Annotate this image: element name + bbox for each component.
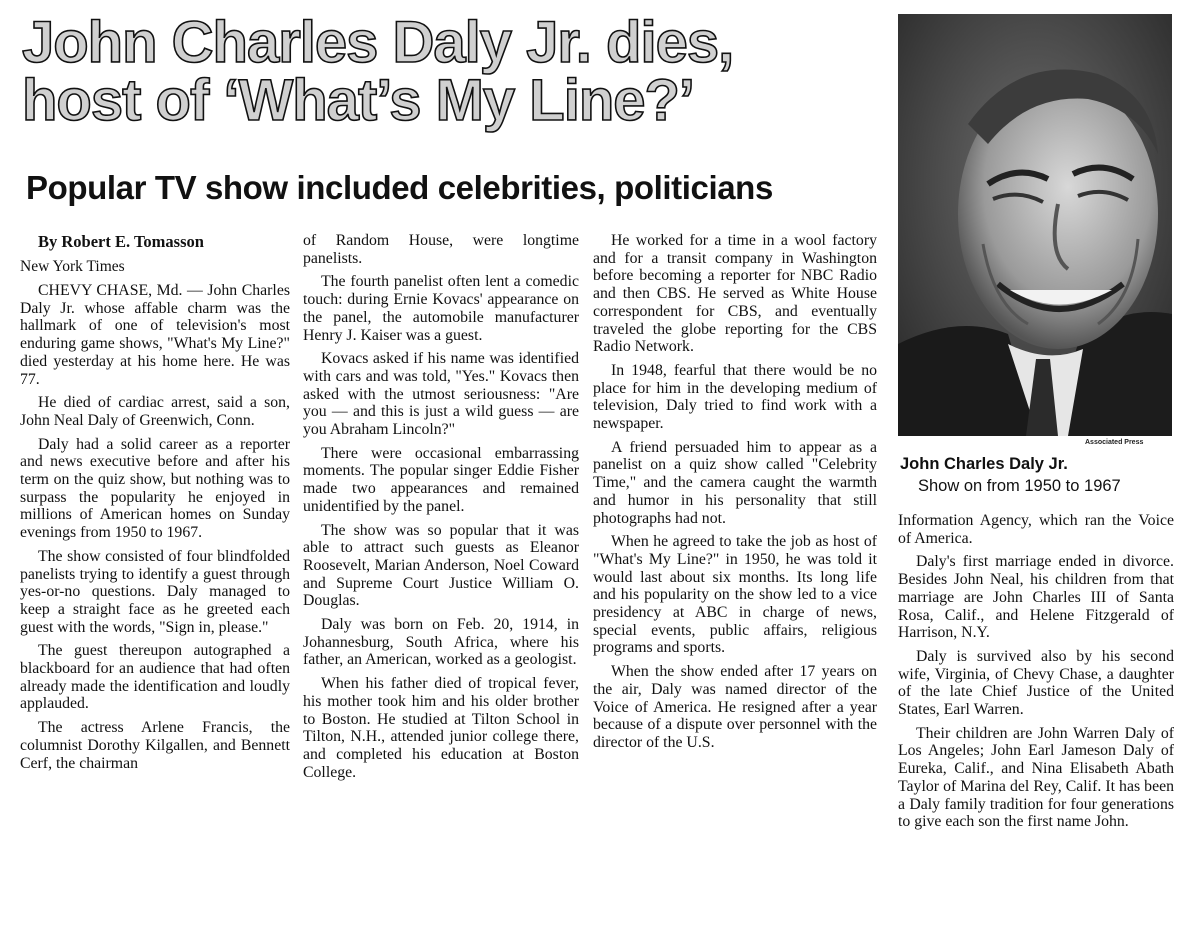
paragraph: Daly's first marriage ended in divorce. Besides John Neal, his children from that marriage are John Charles III of Santa Rosa, Calif., and Helene Fitzgerald of Harrison, N.Y. <box>898 553 1174 642</box>
article-column-1 <box>20 232 290 922</box>
photo-credit: Associated Press <box>1085 439 1144 446</box>
paragraph: There were occasional embarrassing moments. The popular singer Eddie Fisher made two appearances and remained unidentified by the panel. <box>303 444 579 515</box>
paragraph: Daly was born on Feb. 20, 1914, in Johannesburg, South Africa, where his father, an American, worked as a geologist. <box>303 616 579 669</box>
paragraph: When the show ended after 17 years on the air, Daly was named director of the Voice of America. He resigned after a year because of a dispute over personnel with the director of the U.S. <box>593 663 877 751</box>
photo-caption-text: Show on from 1950 to 1967 <box>918 477 1121 495</box>
paragraph: Daly had a solid career as a reporter and news executive before and after his term on the quiz show, but nothing was to surpass the popularity he enjoyed in millions of American homes on Sunday evenings from 1950 to 1967. <box>20 435 290 542</box>
photo-caption-name: John Charles Daly Jr. <box>900 455 1068 473</box>
paragraph: The show was so popular that it was able to attract such guests as Eleanor Roosevelt, Marian Anderson, Noel Coward and Supreme Court Justice William O. Douglas. <box>303 521 579 610</box>
paragraph: When his father died of tropical fever, his mother took him and his older brother to Boston. He studied at Tilton School in Tilton, N.H., attended junior college there, and completed his education at Boston College. <box>303 675 579 781</box>
paragraph: The fourth panelist often lent a comedic touch: during Ernie Kovacs' appearance on the panel, the automobile manufacturer Henry J. Kaiser was a guest. <box>303 273 579 344</box>
paragraph: In 1948, fearful that there would be no place for him in the developing medium of television, Daly tried to find work with a newspaper. <box>593 361 877 433</box>
paragraph: Their children are John Warren Daly of Los Angeles; John Earl Jameson Daly of Eureka, Calif., and Nina Elisabeth Abath Taylor of Marina del Rey, Calif. It has been a Daly family tradition for four generations to give each son the first name John. <box>898 724 1174 831</box>
paragraph: He worked for a time in a wool factory and for a transit company in Washington before becoming a reporter for NBC Radio and then CBS. He served as White House correspondent for CBS, and eventually traveled the globe reporting for the CBS Radio Network. <box>593 232 877 356</box>
paragraph: Kovacs asked if his name was identified with cars and was told, "Yes." Kovacs then asked with the utmost seriousness: "Are you — and this is just a wild guess — are you Abraham Lincoln?" <box>303 350 579 439</box>
paragraph: He died of cardiac arrest, said a son, John Neal Daly of Greenwich, Conn. <box>20 394 290 429</box>
headline-line-1: John Charles Daly Jr. dies, <box>22 10 734 75</box>
paragraph: Information Agency, which ran the Voice of America. <box>898 512 1174 547</box>
article-column-3 <box>593 232 877 922</box>
paragraph: of Random House, were longtime panelists. <box>303 232 579 267</box>
portrait-photo <box>898 14 1172 436</box>
paragraph: The actress Arlene Francis, the columnist Dorothy Kilgallen, and Bennett Cerf, the chairman <box>20 719 290 772</box>
byline: By Robert E. Tomasson <box>38 232 204 251</box>
subheadline: Popular TV show included celebrities, politicians <box>26 169 773 206</box>
paragraph: The guest thereupon autographed a blackboard for an audience that had often already made the identification and loudly applauded. <box>20 642 290 713</box>
article-column-4 <box>898 512 1174 912</box>
paragraph: When he agreed to take the job as host of "What's My Line?" in 1950, he was told it would last about six months. Its long life and his popularity on the show led to a vice presidency at ABC in charge of news, special events, public affairs, religious programs and sports. <box>593 533 877 657</box>
article-column-2 <box>303 232 579 922</box>
paragraph: A friend persuaded him to appear as a panelist on a quiz show called "Celebrity Time," and the camera caught the warmth and humor in his personality that still photographs had not. <box>593 438 877 527</box>
headline <box>22 10 892 133</box>
paragraph: The show consisted of four blindfolded panelists trying to identify a guest through yes-or-no questions. Daly managed to keep a straight face as he greeted each guest with the words, "Sign in, please." <box>20 547 290 636</box>
headline-line-2: host of ‘What’s My Line?’ <box>22 68 695 133</box>
portrait-illustration <box>898 14 1172 436</box>
paragraph: CHEVY CHASE, Md. — John Charles Daly Jr. whose affable charm was the hallmark of one of television's most enduring game shows, "What's My Line?" died yesterday at his home here. He was 77. <box>20 282 290 388</box>
paragraph: Daly is survived also by his second wife, Virginia, of Chevy Chase, a daughter of the late Chief Justice of the United States, Earl Warren. <box>898 647 1174 719</box>
byline-source: New York Times <box>20 258 125 275</box>
